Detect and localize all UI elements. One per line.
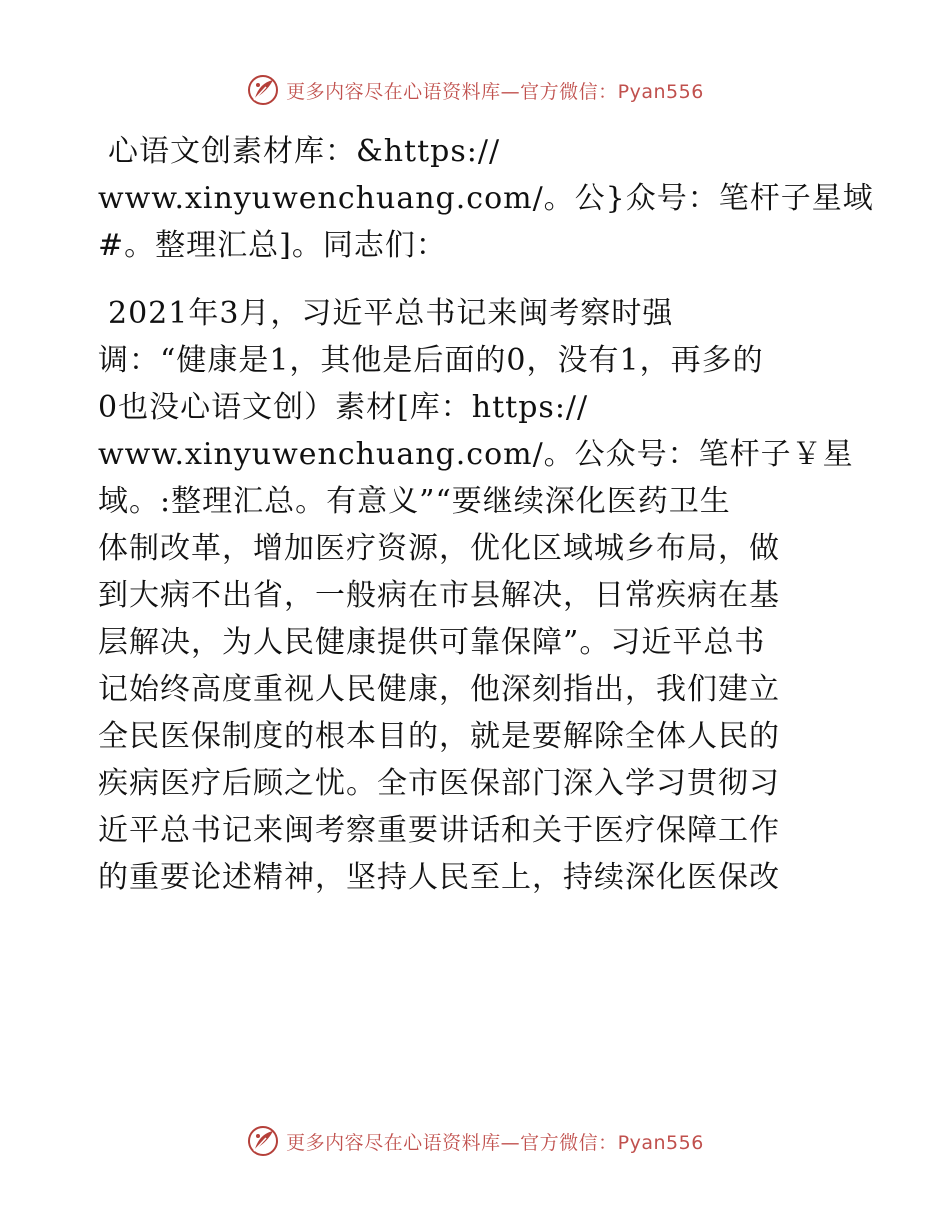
footer-banner-text: 更多内容尽在心语资料库—官方微信：Pyan556 (286, 1131, 704, 1154)
text-line: 心语文创素材库：&https:// (108, 134, 501, 169)
text-line: 调：“健康是1，其他是后面的0，没有1，再多的 (98, 343, 764, 378)
text-line: 到大病不出省，一般病在市县解决，日常疾病在基 (98, 578, 780, 613)
header-banner-text: 更多内容尽在心语资料库—官方微信：Pyan556 (286, 80, 704, 103)
text-line: #。整理汇总]。同志们： (98, 228, 447, 263)
feather-logo-icon (246, 1124, 280, 1158)
text-line: 0也没心语文创）素材[库：https:// (98, 390, 589, 425)
text-line: 全民医保制度的根本目的，就是要解除全体人民的 (98, 719, 780, 754)
text-line: 2021年3月，习近平总书记来闽考察时强 (108, 296, 674, 331)
text-line: www.xinyuwenchuang.com/。公}众号：笔杆子星域 (98, 181, 874, 216)
text-line: 近平总书记来闽考察重要讲话和关于医疗保障工作 (98, 813, 780, 848)
feather-logo-icon (246, 73, 280, 107)
text-line: 的重要论述精神，坚持人民至上，持续深化医保改 (98, 860, 780, 895)
text-line: 疾病医疗后顾之忧。全市医保部门深入学习贯彻习 (98, 766, 780, 801)
text-line: www.xinyuwenchuang.com/。公众号：笔杆子￥星 (98, 437, 854, 472)
paragraph-2 (98, 290, 858, 901)
text-line: 记始终高度重视人民健康，他深刻指出，我们建立 (98, 672, 780, 707)
paragraph-1 (98, 128, 874, 269)
text-line: 体制改革，增加医疗资源，优化区域城乡布局，做 (98, 531, 780, 566)
document-body (98, 128, 874, 901)
text-line: 域。:整理汇总。有意义”“要继续深化医药卫生 (98, 484, 731, 519)
footer-banner (0, 1121, 950, 1161)
text-line: 层解决，为人民健康提供可靠保障”。习近平总书 (98, 625, 766, 660)
header-banner (0, 70, 950, 110)
